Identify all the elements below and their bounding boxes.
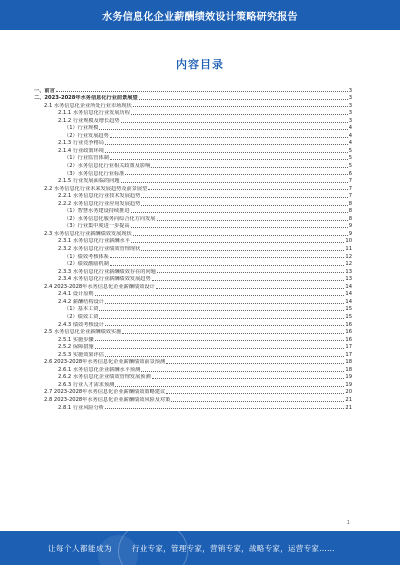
toc-leader-dots [105, 144, 348, 145]
toc-entry-page: 5 [348, 155, 352, 162]
toc-entry[interactable] [34, 131, 352, 139]
toc-entry-title: 2.5.2 保障措施 [58, 344, 94, 351]
toc-entry-page: 7 [348, 185, 352, 192]
toc-leader-dots [95, 295, 345, 296]
toc-entry[interactable] [34, 229, 352, 237]
toc-entry-title: 2.6 2023-2028年水务信息化企业薪酬绩效前景预测 [44, 359, 166, 366]
toc-leader-dots [148, 189, 347, 190]
toc-entry[interactable] [34, 154, 352, 162]
report-footer [0, 531, 400, 565]
toc-entry[interactable] [34, 267, 352, 275]
toc-entry-page: 4 [348, 125, 352, 132]
toc-entry-page: 9 [348, 223, 352, 230]
toc-entry[interactable] [34, 388, 352, 396]
toc-entry[interactable] [34, 252, 352, 260]
toc-entry-title: （3）水务信息化行业标准 [64, 170, 125, 177]
toc-entry-title: 2.6.3 行业人才需求预测 [58, 381, 115, 388]
toc-entry-title: 2.5.3 实施效果评估 [58, 351, 104, 358]
toc-entry-page: 19 [345, 374, 352, 381]
toc-leader-dots [166, 393, 344, 394]
toc-leader-dots [110, 137, 348, 138]
toc-entry-title: 2.7 2023-2028年水务信息化企业薪酬绩效策略建议 [44, 389, 166, 396]
toc-entry-title: （3）行业集中度进一步提高 [64, 223, 130, 230]
toc-entry-title: 2.2 水务信息化行业未来发展趋势及前景展望 [44, 185, 148, 192]
toc-entry-title: 2.6.2 水务信息化企业绩效管理发展预测 [58, 374, 151, 381]
toc-entry-title: 2.4.1 设计原则 [58, 291, 94, 298]
toc-leader-dots [131, 227, 348, 228]
toc-leader-dots [95, 340, 345, 341]
toc-entry[interactable] [34, 199, 352, 207]
toc-entry-page: 16 [345, 336, 352, 343]
toc-leader-dots [115, 386, 344, 387]
toc-entry[interactable] [34, 403, 352, 411]
toc-leader-dots [110, 159, 348, 160]
toc-leader-dots [133, 106, 348, 107]
toc-entry-title: 2.2.1 水务信息化行业技术发展趋势 [58, 193, 141, 200]
toc-entry[interactable] [34, 169, 352, 177]
toc-entry[interactable] [34, 192, 352, 200]
toc-entry-page: 17 [345, 344, 352, 351]
toc-leader-dots [133, 235, 348, 236]
toc-entry-page: 7 [348, 193, 352, 200]
toc-entry[interactable] [34, 305, 352, 313]
toc-entry-page: 3 [348, 95, 352, 102]
toc-entry-page: 5 [348, 147, 352, 154]
footer-slogan: 让每个人都能成为 [48, 544, 112, 553]
toc-entry-title: （1）行业监管体制 [64, 155, 109, 162]
toc-entry-page: 10 [345, 238, 352, 245]
toc-entry-page: 17 [345, 351, 352, 358]
toc-leader-dots [157, 272, 345, 273]
toc-entry[interactable] [34, 109, 352, 117]
toc-entry-page: 4 [348, 132, 352, 139]
toc-entry[interactable] [34, 124, 352, 132]
toc-entry-page: 8 [348, 200, 352, 207]
toc-leader-dots [110, 265, 345, 266]
toc-entry-page: 12 [345, 253, 352, 260]
toc-entry-page: 18 [345, 366, 352, 373]
toc-leader-dots [152, 280, 345, 281]
footer-tagline: 行业专家，管理专家，营销专家，战略专家，运营专家…… [132, 544, 335, 553]
toc-entry-title: 2.3.3 水务信息化行业薪酬绩效存在的问题 [58, 268, 156, 275]
toc-entry[interactable] [34, 214, 352, 222]
toc-entry-title: 2.4.2 薪酬结构设计 [58, 298, 104, 305]
toc-entry[interactable] [34, 365, 352, 373]
toc-entry-page: 4 [348, 140, 352, 147]
toc-entry[interactable] [34, 116, 352, 124]
toc-entry-title: 2.5.1 实施步骤 [58, 336, 94, 343]
toc-leader-dots [122, 333, 344, 334]
toc-leader-dots [156, 288, 345, 289]
toc-entry-title: （1）行业规模 [64, 125, 99, 132]
toc-entry-page: 13 [345, 268, 352, 275]
toc-leader-dots [56, 91, 348, 92]
toc-entry[interactable] [34, 282, 352, 290]
toc-leader-dots [166, 363, 344, 364]
toc-leader-dots [139, 99, 348, 100]
toc-entry-page: 14 [345, 283, 352, 290]
toc-entry[interactable] [34, 312, 352, 320]
toc-leader-dots [99, 318, 344, 319]
toc-entry-page: 18 [345, 359, 352, 366]
toc-entry-title: 2.1.3 行业竞争格局 [58, 140, 104, 147]
toc-leader-dots [105, 356, 344, 357]
report-title: 水务信息化企业薪酬绩效设计策略研究报告 [102, 11, 298, 23]
toc-entry-title: （2）水务信息化行业相关政策及影响 [64, 163, 151, 170]
toc-entry[interactable] [34, 237, 352, 245]
toc-entry[interactable] [34, 275, 352, 283]
toc-entry[interactable] [34, 177, 352, 185]
toc-entry[interactable] [34, 373, 352, 381]
toc-entry-title: 一、前言 [34, 87, 55, 94]
toc-leader-dots [152, 378, 345, 379]
toc-leader-dots [131, 242, 344, 243]
toc-entry-page: 16 [345, 321, 352, 328]
table-of-contents [34, 86, 352, 411]
toc-leader-dots [157, 220, 348, 221]
toc-entry-page: 14 [345, 298, 352, 305]
toc-entry[interactable] [34, 244, 352, 252]
toc-leader-dots [125, 174, 347, 175]
toc-heading: 内容目录 [176, 58, 224, 71]
toc-entry-title: （2）行业发展趋势 [64, 132, 109, 139]
toc-entry-page: 13 [345, 276, 352, 283]
toc-leader-dots [141, 250, 344, 251]
toc-entry[interactable] [34, 260, 352, 268]
toc-leader-dots [141, 197, 347, 198]
toc-entry-title: 2.1.5 行业发展面临的问题 [58, 178, 120, 185]
toc-entry[interactable] [34, 94, 352, 102]
toc-entry-page: 8 [348, 215, 352, 222]
toc-entry-page: 8 [348, 208, 352, 215]
toc-entry[interactable] [34, 395, 352, 403]
toc-entry-title: 2.4 2023-2028年水务信息化企业薪酬绩效设计 [44, 283, 155, 290]
toc-entry-page: 6 [348, 170, 352, 177]
toc-entry-title: （2）水务信息化服务向综合化方向发展 [64, 215, 156, 222]
toc-leader-dots [105, 152, 348, 153]
toc-entry-page: 20 [345, 389, 352, 396]
toc-entry-page: 15 [345, 313, 352, 320]
toc-entry-title: （1）基本工资 [64, 306, 99, 313]
toc-entry-page: 5 [348, 163, 352, 170]
toc-entry[interactable] [34, 86, 352, 94]
toc-entry[interactable] [34, 184, 352, 192]
toc-entry[interactable] [34, 139, 352, 147]
toc-entry-title: 2.5 水务信息化企业薪酬绩效实施 [44, 329, 122, 336]
toc-entry-page: 11 [345, 246, 352, 253]
toc-entry-title: 2.8 2023-2028年水务信息化企业薪酬绩效风险及对策 [44, 396, 171, 403]
toc-entry-title: 2.6.1 水务信息化企业薪酬水平预测 [58, 366, 141, 373]
toc-entry-title: 2.1.1 水务信息化行业发展历程 [58, 110, 130, 117]
toc-entry-title: （1）智慧水务建设持续推进 [64, 208, 130, 215]
report-header [0, 0, 400, 30]
toc-entry-title: 2.4.3 绩效考核设计 [58, 321, 104, 328]
toc-leader-dots [171, 401, 344, 402]
toc-entry-title: 2.3 水务信息化行业薪酬绩效发展现状 [44, 230, 132, 237]
toc-entry[interactable] [34, 146, 352, 154]
toc-entry-page: 14 [345, 291, 352, 298]
toc-leader-dots [121, 182, 348, 183]
toc-leader-dots [99, 129, 347, 130]
toc-entry[interactable] [34, 297, 352, 305]
toc-leader-dots [105, 303, 344, 304]
toc-entry-page: 16 [345, 329, 352, 336]
toc-entry[interactable] [34, 222, 352, 230]
toc-entry[interactable] [34, 207, 352, 215]
toc-entry-title: 2.3.1 水务信息化行业薪酬水平 [58, 238, 130, 245]
toc-entry[interactable] [34, 335, 352, 343]
toc-leader-dots [95, 348, 345, 349]
toc-entry[interactable] [34, 290, 352, 298]
toc-entry-title: （2）绩效工资 [64, 313, 99, 320]
toc-entry-page: 19 [345, 381, 352, 388]
toc-entry-page: 3 [348, 87, 352, 94]
toc-entry-page: 21 [345, 396, 352, 403]
toc-leader-dots [110, 257, 345, 258]
toc-entry[interactable] [34, 343, 352, 351]
toc-entry-page: 15 [345, 306, 352, 313]
toc-leader-dots [99, 310, 344, 311]
toc-entry[interactable] [34, 350, 352, 358]
toc-entry[interactable] [34, 358, 352, 366]
toc-entry-page: 3 [348, 102, 352, 109]
toc-entry[interactable] [34, 328, 352, 336]
toc-entry-page: 3 [348, 110, 352, 117]
page-number: 1 [346, 520, 350, 526]
toc-leader-dots [151, 167, 347, 168]
toc-entry-page: 12 [345, 261, 352, 268]
toc-leader-dots [141, 371, 344, 372]
toc-entry-title: 2.8.1 行业风险分析 [58, 404, 104, 411]
toc-entry-page: 7 [348, 178, 352, 185]
toc-leader-dots [121, 122, 348, 123]
toc-entry-title: （2）绩效激励机制 [64, 261, 109, 268]
toc-entry-title: 二、2023-2028年水务信息化行业前景展望 [34, 95, 138, 102]
toc-leader-dots [131, 114, 348, 115]
toc-entry-title: 2.1.2 行业规模及增长趋势 [58, 117, 120, 124]
toc-entry-title: 2.2.2 水务信息化行业应用发展趋势 [58, 200, 141, 207]
toc-entry[interactable] [34, 161, 352, 169]
toc-leader-dots [131, 212, 348, 213]
toc-entry-title: 2.1.4 行业政策环境 [58, 147, 104, 154]
toc-entry-page: 3 [348, 117, 352, 124]
toc-entry-title: 2.3.2 水务信息化行业绩效管理现状 [58, 246, 141, 253]
toc-entry-title: 2.1 水务信息化企业所处行业市场现状 [44, 102, 132, 109]
toc-leader-dots [141, 205, 347, 206]
toc-entry[interactable] [34, 320, 352, 328]
toc-entry-title: （1）绩效考核体系 [64, 253, 109, 260]
toc-entry[interactable] [34, 101, 352, 109]
toc-entry-page: 9 [348, 230, 352, 237]
toc-entry[interactable] [34, 380, 352, 388]
toc-entry-page: 21 [345, 404, 352, 411]
toc-leader-dots [105, 325, 344, 326]
toc-leader-dots [105, 408, 344, 409]
toc-entry-title: 2.3.4 水务信息化行业薪酬绩效发展趋势 [58, 276, 151, 283]
